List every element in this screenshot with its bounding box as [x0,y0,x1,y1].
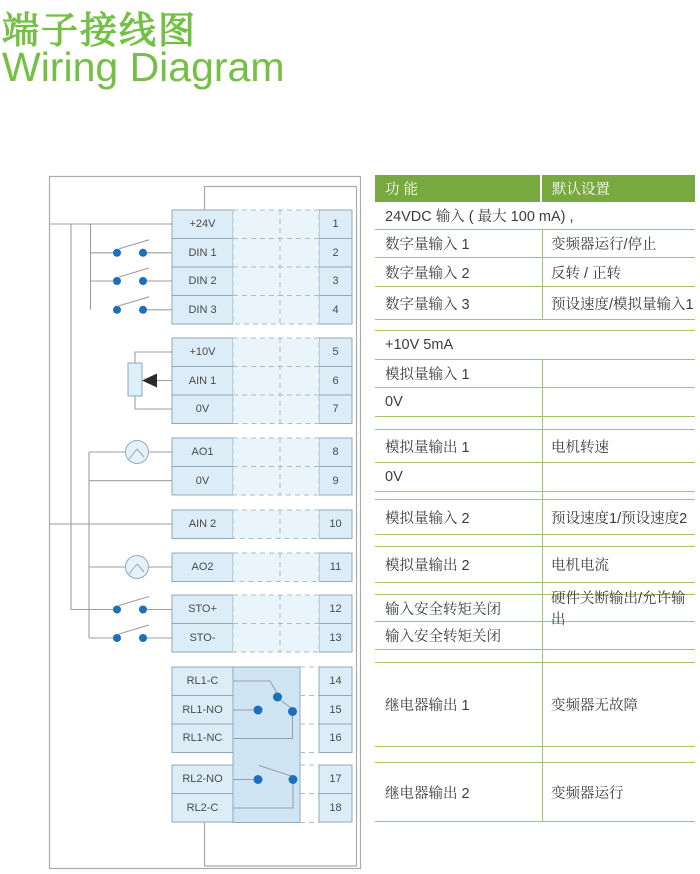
contact-dot [113,634,121,642]
cell-function: 0V [385,394,403,410]
terminal-label: 0V [195,474,210,487]
cell-function: 输入安全转矩关闭 [385,601,501,618]
terminal-label: +24V [189,218,216,231]
terminal-number: 14 [329,675,342,688]
terminal-label: +10V [189,346,216,359]
switch-contact-symbol [113,625,172,642]
cell-default-setting: 变频器运行/停止 [542,230,695,257]
header-default-settings: 默认设置 [542,175,695,202]
terminal-label: RL1-NO [182,703,223,716]
relay-section-block [233,667,300,823]
terminal-number: 18 [329,801,342,814]
table-spacer-row [375,650,695,663]
contact-dot [113,306,121,314]
table-spacer-row [375,492,695,500]
table-header-row [375,175,695,202]
table-row [375,230,695,258]
terminal-number: 11 [329,561,342,574]
cell-default-setting [542,360,695,387]
cell-default-setting: 预设速度/模拟量输入1 [542,287,695,319]
terminal-number: 17 [329,773,342,786]
switch-blade [119,297,149,306]
switch-blade [119,625,149,634]
terminal-label: STO- [189,631,216,644]
contact-dot [113,606,121,614]
page-title-english: Wiring Diagram [2,44,285,90]
switch-contact-symbol [113,268,172,285]
cell-default-setting [542,463,695,491]
column-divider [542,535,543,546]
header-function: 功 能 [375,175,540,202]
analog-meter-symbol [126,441,149,464]
cell-function: 数字量输入 2 [385,265,470,282]
cell-default-setting [542,622,695,649]
contact-dot [139,306,147,314]
terminal-label: STO+ [188,603,217,616]
contact-dot [139,606,147,614]
terminal-number: 7 [332,403,339,416]
cell-default-setting: 变频器运行 [542,763,695,821]
terminal-number: 3 [332,275,339,288]
table-row [375,360,695,388]
table-row [375,500,695,535]
cell-default-setting: 变频器无故障 [542,663,695,746]
wires [49,224,172,638]
column-divider [542,747,543,762]
cell-function: 数字量输入 1 [385,237,470,253]
column-divider [542,417,543,429]
switch-contact-symbol [113,297,172,314]
wire-din-branch [91,224,114,310]
terminal-number: 9 [332,474,339,487]
terminal-label: 0V [195,403,210,416]
table-row [375,763,695,822]
cell-function: 24VDC 输入 ( 最大 100 mA) , [385,209,574,225]
cell-function: 数字量输入 3 [385,296,470,313]
terminal-mid-section [233,553,319,582]
cell-function: 模拟量输入 2 [385,510,470,527]
table-spacer-row [375,535,695,547]
page-title-chinese: 端子接线图 [2,10,197,51]
terminal-number: 4 [332,303,339,316]
terminal-number: 13 [329,631,342,644]
table-row [375,622,695,650]
column-divider [542,492,543,499]
terminal-label: AO1 [191,446,214,459]
terminal-number: 16 [329,732,342,745]
switch-contact-symbol [113,240,172,257]
terminal-number: 6 [332,374,339,387]
terminal-number: 8 [332,446,339,459]
terminal-label: RL2-NO [182,773,223,786]
column-divider [542,583,543,594]
cell-function: 继电器输出 2 [385,785,470,802]
meter-circle [126,441,149,464]
terminal-number: 15 [329,703,342,716]
cell-function: +10V 5mA [385,337,454,353]
terminal-label: RL1-NC [182,732,223,745]
cell-function: 输入安全转矩关闭 [385,629,501,645]
table-row [375,331,695,360]
contact-dot [113,277,121,285]
terminal-label: RL1-C [186,675,219,688]
terminal-mid-section [233,338,319,424]
table-spacer-row [375,747,695,763]
contact-dot [139,277,147,285]
table-row [375,547,695,583]
cell-default-setting: 硬件关断输出/允许输出 [542,595,695,621]
contact-dot [139,249,147,257]
table-spacer-row [375,417,695,430]
circuit-symbols [113,240,172,642]
table-row [375,388,695,417]
cell-function: 继电器输出 1 [385,698,470,714]
potentiometer-symbol [128,363,157,396]
terminal-mid-section [233,510,319,539]
terminal-label: AIN 2 [188,518,217,531]
cell-default-setting [542,388,695,416]
table-row [375,591,695,628]
cell-default-setting: 电机转速 [542,430,695,462]
table-row [375,463,695,492]
switch-blade [119,268,149,277]
table-row [375,663,695,747]
wire-ao1-bus [89,452,172,638]
terminal-number: 5 [332,346,339,359]
terminal-number: 1 [332,218,339,231]
terminal-label: DIN 3 [188,303,217,316]
wire-bus-left [71,224,113,610]
terminal-number: 10 [329,518,342,531]
meter-circle [126,556,149,579]
cell-function: 0V [385,469,403,485]
table-row [375,287,695,320]
cell-function: 模拟量输出 1 [385,439,470,456]
cell-default-setting: 预设速度1/预设速度2 [542,500,695,534]
switch-blade [119,240,149,249]
wiper-arrow-icon [142,374,157,388]
contact-dot [139,634,147,642]
terminal-label: AIN 1 [188,374,217,387]
cell-default-setting: 反转 / 正转 [542,258,695,286]
terminal-number: 12 [329,603,342,616]
switch-blade [119,597,149,606]
terminal-label: AO2 [191,561,214,574]
contact-dot [113,249,121,257]
table-row [375,430,695,463]
terminal-number: 2 [332,246,339,259]
table-row [375,258,695,287]
terminal-label: DIN 2 [188,275,217,288]
column-divider [542,650,543,662]
terminal-label: RL2-C [186,801,219,814]
cell-default-setting: 电机电流 [542,547,695,582]
table-row [375,202,695,230]
terminal-label: DIN 1 [188,246,217,259]
cell-function: 模拟量输入 1 [385,367,470,383]
table-spacer-row [375,320,695,331]
cell-function: 模拟量输出 2 [385,558,470,574]
analog-meter-symbol [126,556,149,579]
switch-contact-symbol [113,597,172,614]
